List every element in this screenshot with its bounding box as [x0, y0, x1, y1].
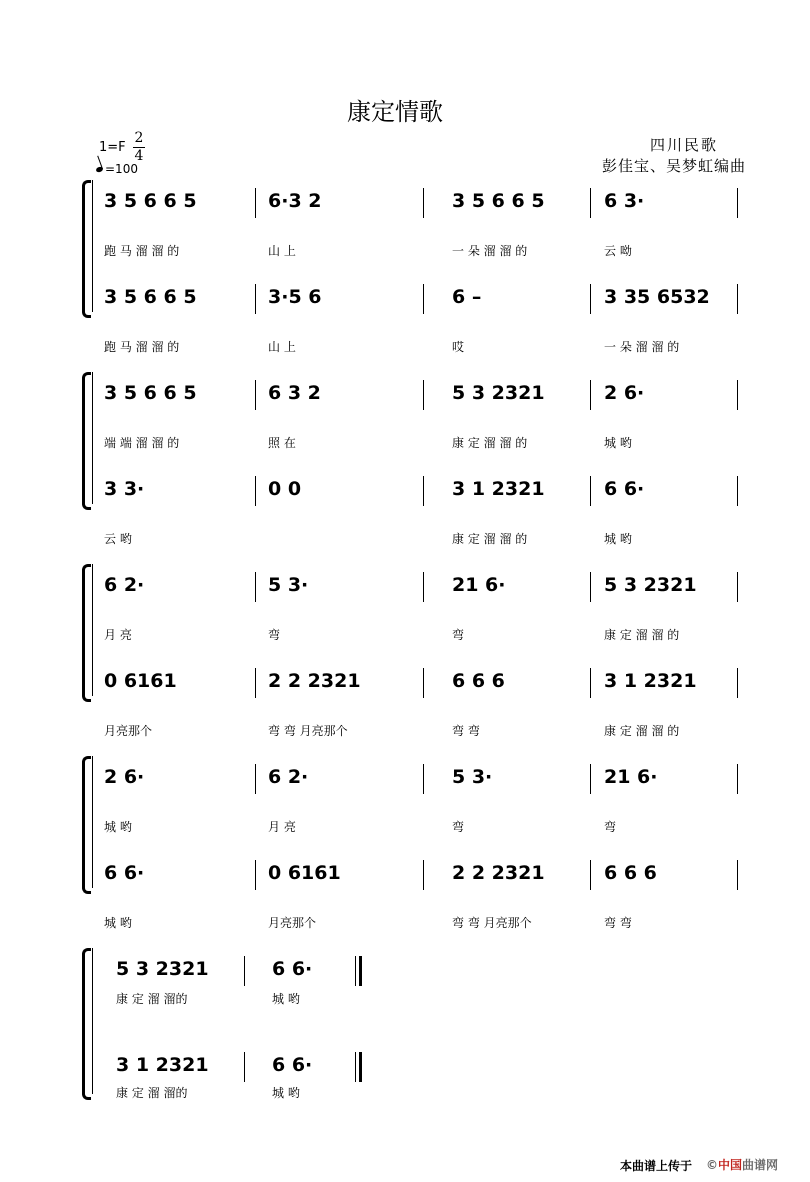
logo-icon: © — [706, 1158, 718, 1172]
lyric-text: 山 上 — [268, 340, 296, 354]
measure-notes: 2 6· — [104, 766, 145, 788]
measure-notes: 0 6161 — [104, 670, 177, 692]
measure-notes: 3 35 6532 — [604, 286, 710, 308]
barline — [590, 764, 591, 794]
system-bracket-line — [92, 756, 93, 888]
measure-notes: 5 3· — [268, 574, 309, 596]
measure-notes: 21 6· — [604, 766, 658, 788]
barline — [590, 572, 591, 602]
barline — [590, 284, 591, 314]
measure-notes: 6 6 6 — [604, 862, 657, 884]
lyric-text: 跑 马 溜 溜 的 — [104, 244, 180, 258]
time-signature-bottom: 4 — [134, 148, 144, 164]
barline — [244, 956, 245, 986]
barline — [244, 1052, 245, 1082]
barline — [737, 572, 738, 602]
logo-text: 中国 — [718, 1158, 743, 1172]
barline — [737, 860, 738, 890]
measure-notes: 2 2 2321 — [452, 862, 545, 884]
lyric-text: 城 哟 — [604, 436, 632, 450]
logo-accent: 曲谱网 — [742, 1158, 779, 1172]
footer-text: 本曲谱上传于 — [620, 1159, 693, 1173]
barline — [737, 668, 738, 698]
lyric-text: 城 哟 — [272, 992, 300, 1006]
measure-notes: 6 2· — [104, 574, 145, 596]
song-source: 四川民歌 — [650, 136, 719, 154]
lyric-text: 云 哟 — [104, 532, 132, 546]
measure-notes: 2 6· — [604, 382, 645, 404]
tempo-marking — [96, 162, 138, 176]
measure-notes: 6 3· — [604, 190, 645, 212]
final-barline — [359, 1052, 362, 1082]
tempo-value: =100 — [105, 162, 138, 176]
system-bracket-line — [92, 180, 93, 312]
measure-notes: 6 – — [452, 286, 482, 308]
measure-notes: 5 3 2321 — [604, 574, 697, 596]
lyric-text: 弯 弯 — [604, 916, 632, 930]
lyric-text: 康 定 溜 溜 的 — [604, 628, 680, 642]
measure-notes: 5 3 2321 — [452, 382, 545, 404]
barline — [737, 380, 738, 410]
lyric-text: 城 哟 — [272, 1086, 300, 1100]
barline — [255, 188, 256, 218]
lyric-text: 康 定 溜 溜 的 — [452, 436, 528, 450]
measure-notes: 6 6· — [272, 958, 313, 980]
barline — [590, 380, 591, 410]
lyric-text: 一 朵 溜 溜 的 — [604, 340, 680, 354]
barline — [423, 860, 424, 890]
measure-notes: 3 1 2321 — [604, 670, 697, 692]
measure-notes: 3 1 2321 — [452, 478, 545, 500]
measure-notes: 6 6· — [104, 862, 145, 884]
system-bracket-line — [92, 948, 93, 1094]
lyric-text: 照 在 — [268, 436, 296, 450]
barline — [737, 284, 738, 314]
lyric-text: 弯 — [452, 628, 465, 642]
barline — [423, 476, 424, 506]
barline — [255, 764, 256, 794]
barline — [423, 284, 424, 314]
barline — [255, 380, 256, 410]
barline — [737, 764, 738, 794]
measure-notes: 3 5 6 6 5 — [452, 190, 545, 212]
lyric-text: 弯 — [452, 820, 465, 834]
barline — [355, 956, 356, 986]
measure-notes: 6 6· — [272, 1054, 313, 1076]
barline — [255, 284, 256, 314]
barline — [590, 860, 591, 890]
system-brace — [82, 372, 91, 510]
lyric-text: 山 上 — [268, 244, 296, 258]
song-title: 康定情歌 — [347, 98, 443, 126]
system-bracket-line — [92, 564, 93, 696]
measure-notes: 21 6· — [452, 574, 506, 596]
lyric-text: 康 定 溜 溜的 — [116, 992, 188, 1006]
lyric-text: 云 呦 — [604, 244, 632, 258]
key-signature: 1=F — [99, 140, 126, 155]
lyric-text: 月亮那个 — [104, 724, 153, 738]
system-brace — [82, 756, 91, 894]
lyric-text: 城 哟 — [104, 820, 132, 834]
lyric-text: 弯 弯 月亮那个 — [452, 916, 532, 930]
time-signature-top: 2 — [134, 130, 144, 146]
barline — [355, 1052, 356, 1082]
measure-notes: 3 1 2321 — [116, 1054, 209, 1076]
lyric-text: 月亮那个 — [268, 916, 317, 930]
barline — [423, 764, 424, 794]
lyric-text: 哎 — [452, 340, 465, 354]
measure-notes: 3 5 6 6 5 — [104, 286, 197, 308]
barline — [423, 668, 424, 698]
barline — [423, 188, 424, 218]
song-arranger: 彭佳宝、吴梦虹编曲 — [602, 157, 747, 175]
lyric-text: 跑 马 溜 溜 的 — [104, 340, 180, 354]
barline — [423, 572, 424, 602]
measure-notes: 6 3 2 — [268, 382, 321, 404]
measure-notes: 6·3 2 — [268, 190, 322, 212]
lyric-text: 月 亮 — [268, 820, 296, 834]
barline — [255, 668, 256, 698]
lyric-text: 一 朵 溜 溜 的 — [452, 244, 528, 258]
system-brace — [82, 948, 91, 1100]
lyric-text: 弯 弯 月亮那个 — [268, 724, 348, 738]
barline — [423, 380, 424, 410]
measure-notes: 0 0 — [268, 478, 302, 500]
final-barline — [359, 956, 362, 986]
lyric-text: 弯 — [268, 628, 281, 642]
time-signature — [133, 130, 145, 165]
lyric-text: 城 哟 — [104, 916, 132, 930]
measure-notes: 0 6161 — [268, 862, 341, 884]
measure-notes: 5 3 2321 — [116, 958, 209, 980]
system-bracket-line — [92, 372, 93, 504]
barline — [737, 476, 738, 506]
system-brace — [82, 180, 91, 318]
measure-notes: 6 2· — [268, 766, 309, 788]
barline — [255, 476, 256, 506]
measure-notes: 5 3· — [452, 766, 493, 788]
lyric-text: 弯 — [604, 820, 617, 834]
measure-notes: 3 3· — [104, 478, 145, 500]
quarter-note-icon — [95, 166, 103, 173]
lyric-text: 月 亮 — [104, 628, 132, 642]
barline — [590, 668, 591, 698]
barline — [590, 476, 591, 506]
barline — [590, 188, 591, 218]
measure-notes: 2 2 2321 — [268, 670, 361, 692]
site-logo — [706, 1156, 778, 1173]
barline — [737, 188, 738, 218]
measure-notes: 6 6· — [604, 478, 645, 500]
lyric-text: 弯 弯 — [452, 724, 480, 738]
lyric-text: 康 定 溜 溜的 — [116, 1086, 188, 1100]
lyric-text: 康 定 溜 溜 的 — [604, 724, 680, 738]
barline — [255, 572, 256, 602]
measure-notes: 3 5 6 6 5 — [104, 190, 197, 212]
measure-notes: 3·5 6 — [268, 286, 322, 308]
system-brace — [82, 564, 91, 702]
measure-notes: 3 5 6 6 5 — [104, 382, 197, 404]
barline — [255, 860, 256, 890]
measure-notes: 6 6 6 — [452, 670, 505, 692]
lyric-text: 城 哟 — [604, 532, 632, 546]
lyric-text: 康 定 溜 溜 的 — [452, 532, 528, 546]
lyric-text: 端 端 溜 溜 的 — [104, 436, 180, 450]
